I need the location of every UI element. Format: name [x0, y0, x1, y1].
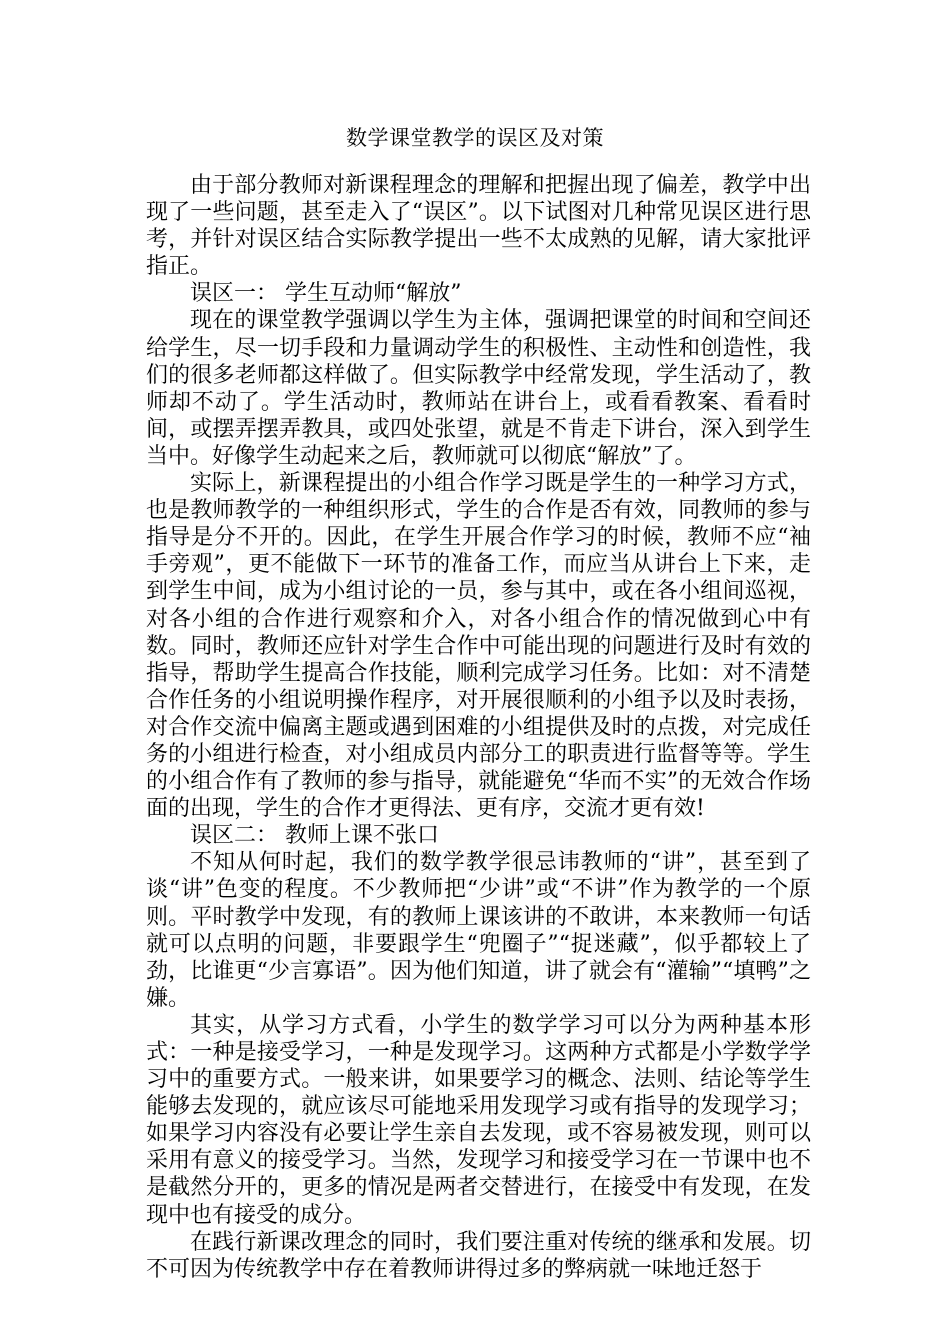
body-paragraph: 不知从何时起，我们的数学教学很忌讳教师的“讲”，甚至到了谈“讲”色变的程度。不少教师把“少讲”或“不讲”作为教学的一个原则。平时教学中发现，有的教师上课该讲的不敢讲，本来教师一句话就可以点明的问题，非要跟学生“兜圈子”“捉迷藏”，似乎都较上了劲，比谁更“少言寡语”。因为他们知道，讲了就会有“灌输”“填鸭”之嫌。	[146, 850, 811, 1011]
body-paragraph: 其实，从学习方式看，小学生的数学学习可以分为两种基本形式：一种是接受学习，一种是发现学习。这两种方式都是小学数学学习中的重要方式。一般来讲，如果要学习的概念、法则、结论等学生能够去发现的，就应该尽可能地采用发现学习或有指导的发现学习；如果学习内容没有必要让学生亲自去发现，或不容易被发现，则可以采用有意义的接受学习。当然，发现学习和接受学习在一节课中也不是截然分开的，更多的情况是两者交替进行，在接受中有发现，在发现中也有接受的成分。	[146, 1012, 811, 1228]
body-paragraph: 实际上，新课程提出的小组合作学习既是学生的一种学习方式，也是教师教学的一种组织形式，学生的合作是否有效，同教师的参与指导是分不开的。因此，在学生开展合作学习的时候，教师不应“袖手旁观”，更不能做下一环节的准备工作，而应当从讲台上下来，走到学生中间，成为小组讨论的一员，参与其中，或在各小组间巡视，对各小组的合作进行观察和介入，对各小组合作的情况做到心中有数。同时，教师还应针对学生合作中可能出现的问题进行及时有效的指导，帮助学生提高合作技能，顺利完成学习任务。比如：对不清楚合作任务的小组说明操作程序，对开展很顺利的小组予以及时表扬，对合作交流中偏离主题或遇到困难的小组提供及时的点拨，对完成任务的小组进行检查，对小组成员内部分工的职责进行监督等等。学生的小组合作有了教师的参与指导，就能避免“华而不实”的无效合作场面的出现，学生的合作才更得法、更有序，交流才更有效!	[146, 471, 811, 822]
document-body	[146, 172, 811, 1283]
section-heading-2: 误区二： 教师上课不张口	[190, 823, 439, 849]
intro-paragraph: 由于部分教师对新课程理念的理解和把握出现了偏差，教学中出现了一些问题，甚至走入了“误区”。以下试图对几种常见误区进行思考，并针对误区结合实际教学提出一些不太成熟的见解，请大家批评指正。	[146, 173, 811, 280]
body-paragraph: 现在的课堂教学强调以学生为主体，强调把课堂的时间和空间还给学生，尽一切手段和力量调动学生的积极性、主动性和创造性，我们的很多老师都这样做了。但实际教学中经常发现，学生活动了，教师却不动了。学生活动时，教师站在讲台上，或看看教案、看看时间，或摆弄摆弄教具，或四处张望，就是不肯走下讲台，深入到学生当中。好像学生动起来之后，教师就可以彻底“解放”了。	[146, 308, 811, 469]
document-title: 数学课堂教学的误区及对策	[346, 126, 604, 150]
body-paragraph: 在践行新课改理念的同时，我们要注重对传统的继承和发展。切不可因为传统教学中存在着教师讲得过多的弊病就一味地迁怒于	[146, 1229, 811, 1282]
section-heading-1: 误区一： 学生互动师“解放”	[190, 281, 462, 307]
